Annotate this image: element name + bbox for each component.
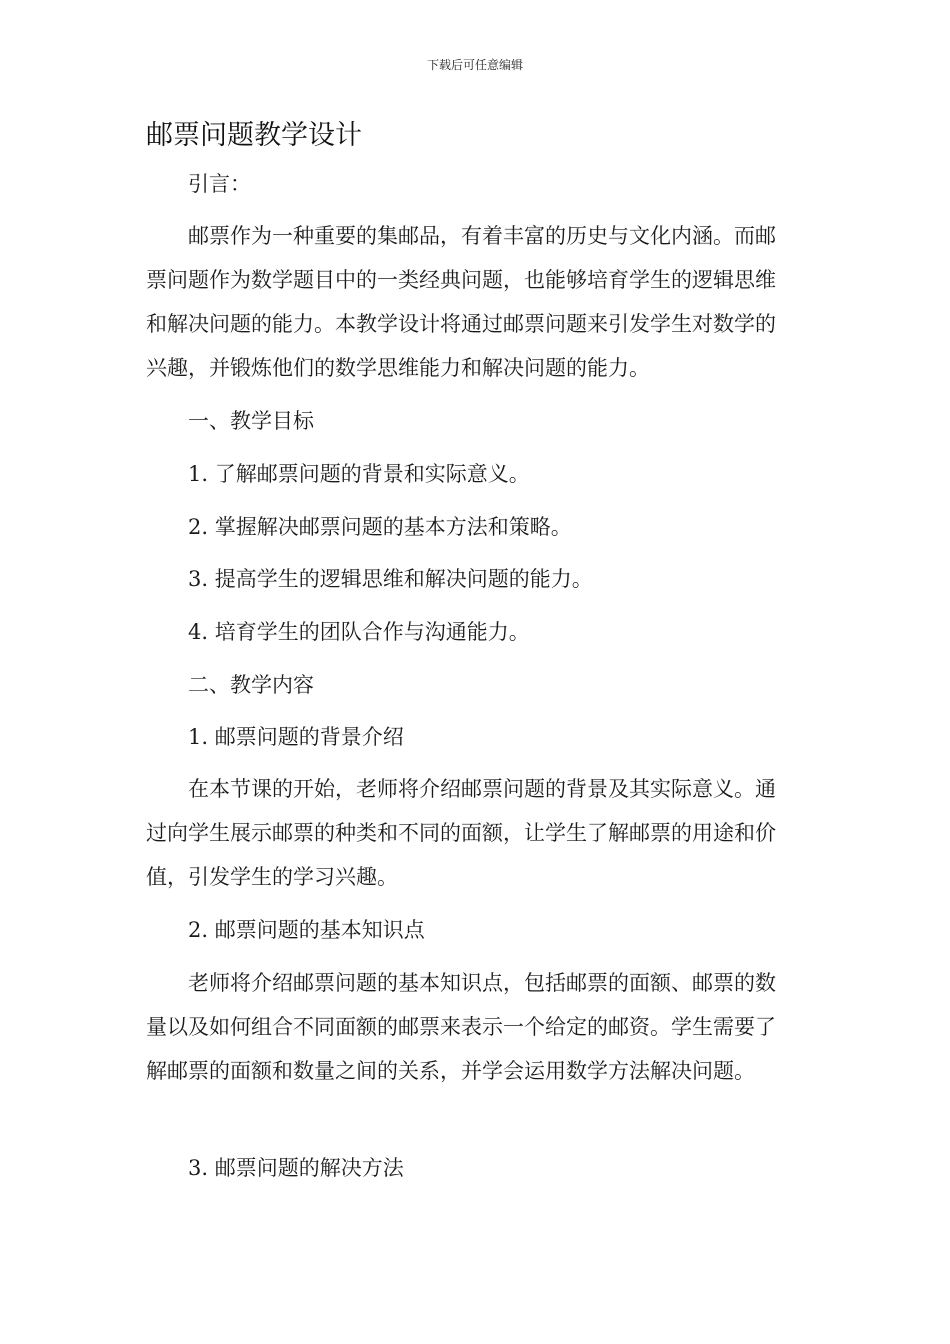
intro-label: 引言： (188, 172, 251, 196)
goal-item-4: 4. 培育学生的团队合作与沟通能力。 (188, 620, 530, 644)
content-heading-2: 2. 邮票问题的基本知识点 (188, 918, 425, 942)
header-note: 下载后可任意编辑 (426, 58, 523, 72)
goal-item-1: 1. 了解邮票问题的背景和实际意义。 (188, 462, 530, 486)
section-heading-goals: 一、教学目标 (188, 409, 314, 433)
goal-item-2: 2. 掌握解决邮票问题的基本方法和策略。 (188, 515, 572, 539)
section-heading-content: 二、教学内容 (188, 673, 314, 697)
content-heading-3: 3. 邮票问题的解决方法 (188, 1156, 404, 1180)
content-paragraph-2: 老师将介绍邮票问题的基本知识点，包括邮票的面额、邮票的数量以及如何组合不同面额的邮票来表示一个给定的邮资。学生需要了解邮票的面额和数量之间的关系，并学会运用数学方法解决问题。 (146, 971, 776, 1083)
content-paragraph-1: 在本节课的开始，老师将介绍邮票问题的背景及其实际意义。通过向学生展示邮票的种类和不同的面额，让学生了解邮票的用途和价值，引发学生的学习兴趣。 (146, 777, 776, 889)
goal-item-3: 3. 提高学生的逻辑思维和解决问题的能力。 (188, 567, 593, 591)
content-heading-1: 1. 邮票问题的背景介绍 (188, 725, 404, 749)
intro-paragraph: 邮票作为一种重要的集邮品，有着丰富的历史与文化内涵。而邮票问题作为数学题目中的一类经典问题，也能够培育学生的逻辑思维和解决问题的能力。本教学设计将通过邮票问题来引发学生对数学的兴趣，并锻炼他们的数学思维能力和解决问题的能力。 (146, 224, 776, 380)
document-title: 邮票问题教学设计 (146, 120, 362, 151)
